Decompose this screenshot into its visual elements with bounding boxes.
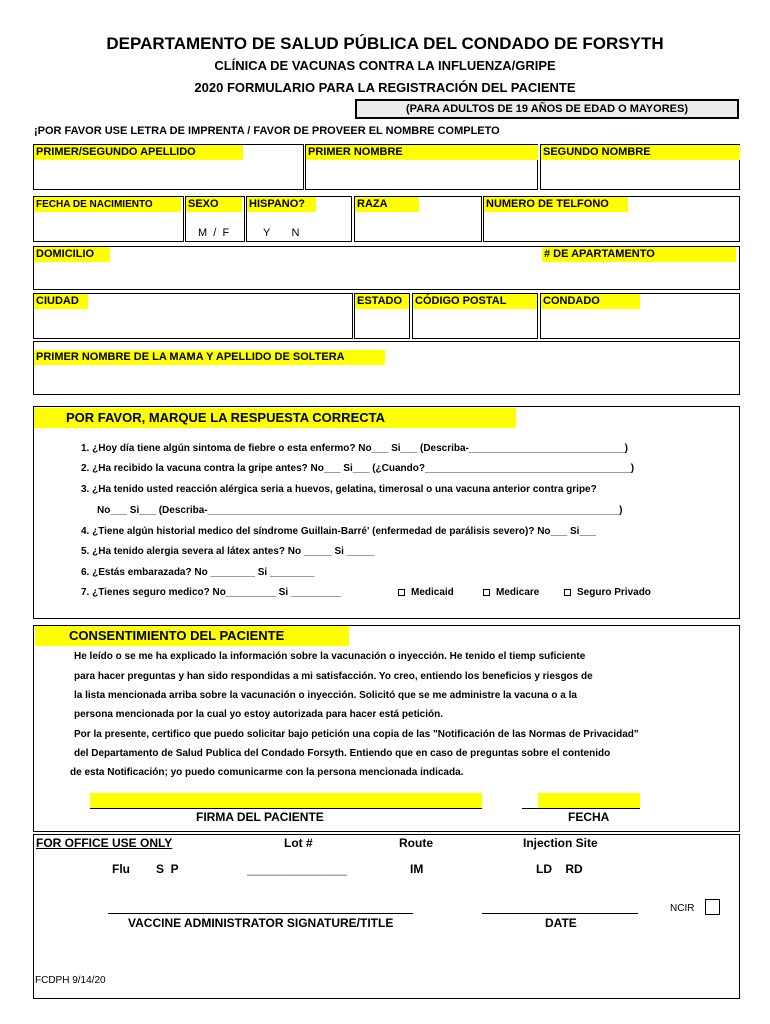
medicare-checkbox[interactable] [483,589,490,596]
lot-number-field[interactable]: _______________ [247,862,348,876]
clinic-subtitle: CLÍNICA DE VACUNAS CONTRA LA INFLUENZA/GRIPE [214,58,556,73]
medicare-label: Medicare [496,587,540,598]
form-title: 2020 FORMULARIO PARA LA REGISTRACIÓN DEL PACIENTE [194,80,576,95]
race-label: RAZA [355,197,419,212]
state-field[interactable] [354,293,410,339]
private-insurance-label: Seguro Privado [577,587,651,598]
question-5[interactable]: 5. ¿Ha tenido alergia severa al látex antes? No _____ Si _____ [81,546,375,557]
dob-field[interactable] [33,196,184,242]
administrator-date-line[interactable] [482,913,638,914]
first-name-field[interactable] [305,144,538,190]
consent-line: para hacer preguntas y han sido respondidas a mi satisfacción. Yo creo, entiendo los beneficios y riesgos de [74,671,593,682]
lot-label: Lot # [284,836,313,850]
first-name-label: PRIMER NOMBRE [306,145,538,160]
ncir-label: NCIR [670,903,695,914]
mother-name-label: PRIMER NOMBRE DE LA MAMA Y APELLIDO DE SOLTERA [34,350,385,365]
zip-label: CÓDIGO POSTAL [413,294,537,309]
administrator-signature-line[interactable] [108,913,413,914]
apartment-label: # DE APARTAMENTO [542,247,736,262]
date-label: FECHA [568,810,610,824]
age-note: (PARA ADULTOS DE 19 AÑOS DE EDAD O MAYORES) [355,99,739,119]
last-name-label: PRIMER/SEGUNDO APELLIDO [34,145,243,160]
county-label: CONDADO [541,294,640,309]
mother-name-field[interactable] [33,341,740,395]
city-label: CIUDAD [34,294,88,309]
consent-line: del Departamento de Salud Publica del Condado Forsyth. Entiendo que en caso de preguntas sobre el contenido [74,748,611,759]
sex-options: M / F [198,227,230,239]
injection-site-label: Injection Site [523,836,598,850]
question-3-answer[interactable]: No___ Si___ (Describa-__________________________________________________________________________) [97,505,623,516]
page-title: DEPARTAMENTO DE SALUD PÚBLICA DEL CONDADO DE FORSYTH [106,34,664,53]
injection-site-options[interactable]: LD RD [536,862,583,876]
middle-name-label: SEGUNDO NOMBRE [541,145,740,160]
medicare-option[interactable] [483,587,539,598]
consent-line: Por la presente, certifico que puedo solicitar bajo petición una copia de las "Notificación de las Normas de Privacidad" [74,729,639,740]
middle-name-field[interactable] [540,144,740,190]
sex-field[interactable] [185,196,245,242]
phone-field[interactable] [483,196,740,242]
administrator-signature-label: VACCINE ADMINISTRATOR SIGNATURE/TITLE [128,916,394,930]
medicaid-label: Medicaid [411,587,454,598]
patient-signature-field[interactable] [90,793,482,809]
flu-label: Flu [112,862,130,876]
question-2[interactable]: 2. ¿Ha recibido la vacuna contra la gripe antes? No___ Si___ (¿Cuando?_____________________________________) [81,463,635,474]
consent-line: la lista mencionada arriba sobre la vacunación o inyección. Solicitó que se me administre la vacuna o a la [74,690,577,701]
questions-section [33,406,740,619]
state-label: ESTADO [355,294,409,309]
private-insurance-option[interactable] [564,587,651,598]
sex-label: SEXO [186,197,242,212]
phone-label: NUMERO DE TELFONO [484,197,628,212]
question-4[interactable]: 4. ¿Tiene algún historial medico del síndrome Guillain-Barré' (enfermedad de parálisis severo)? No___ Si___ [81,526,597,537]
office-heading: FOR OFFICE USE ONLY [36,836,173,850]
hispanic-label: HISPANO? [247,197,316,212]
question-6[interactable]: 6. ¿Estás embarazada? No ________ Si ________ [81,567,315,578]
date-field-highlight [538,793,640,808]
ncir-checkbox[interactable] [705,899,720,915]
race-field[interactable] [354,196,482,242]
hispanic-field[interactable] [246,196,352,242]
question-3: 3. ¿Ha tenido usted reacción alérgica seria a huevos, gelatina, timerosal o una vacuna anterior contra gripe? [81,484,597,495]
zip-field[interactable] [412,293,538,339]
private-insurance-checkbox[interactable] [564,589,571,596]
hispanic-options: Y N [263,227,300,239]
county-field[interactable] [540,293,740,339]
route-im[interactable]: IM [410,862,424,876]
print-instruction: ¡POR FAVOR USE LETRA DE IMPRENTA / FAVOR DE PROVEER EL NOMBRE COMPLETO [34,125,500,137]
date-field[interactable] [522,793,640,809]
consent-line: persona mencionada por la cual yo estoy autorizada para hacer está petición. [74,709,444,720]
consent-line: de esta Notificación; yo puedo comunicarme con la persona mencionada indicada. [70,767,464,778]
administrator-date-label: DATE [545,916,577,930]
medicaid-option[interactable] [398,587,454,598]
patient-signature-label: FIRMA DEL PACIENTE [196,810,324,824]
question-1[interactable]: 1. ¿Hoy día tiene algún sintoma de fiebre o esta enfermo? No___ Si___ (Describa-____________________________) [81,443,628,454]
last-name-field[interactable] [33,144,304,190]
consent-line: He leído o se me ha explicado la información sobre la vacunación o inyección. He tenido el tiemp suficiente [74,651,586,662]
form-code: FCDPH 9/14/20 [35,975,106,986]
consent-heading: CONSENTIMIENTO DEL PACIENTE [35,626,349,646]
route-label: Route [399,836,433,850]
dob-label: FECHA DE NACIMIENTO [34,197,181,212]
medicaid-checkbox[interactable] [398,589,405,596]
sp-option[interactable]: S P [156,862,179,876]
question-7[interactable]: 7. ¿Tienes seguro medico? No_________ Si _________ [81,587,341,598]
address-field[interactable] [33,246,740,290]
address-label: DOMICILIO [34,247,110,262]
questions-heading: POR FAVOR, MARQUE LA RESPUESTA CORRECTA [34,408,516,428]
city-field[interactable] [33,293,353,339]
